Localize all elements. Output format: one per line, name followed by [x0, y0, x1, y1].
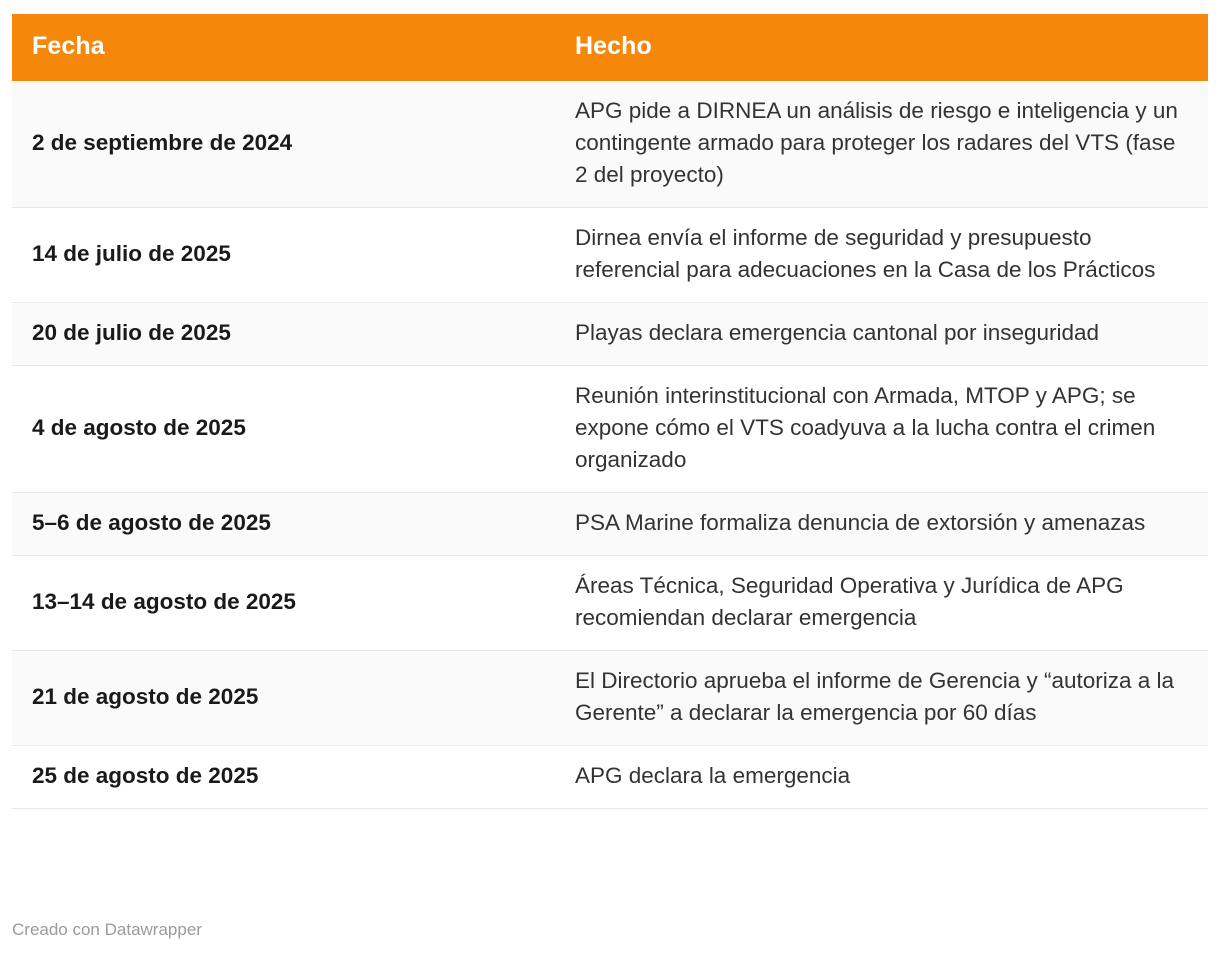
cell-fecha: 4 de agosto de 2025 — [12, 366, 555, 493]
cell-hecho: APG pide a DIRNEA un análisis de riesgo e inteligencia y un contingente armado para proteger los radares del VTS (fase 2 del proyecto) — [555, 81, 1208, 208]
column-header-fecha: Fecha — [12, 14, 555, 81]
cell-hecho: Dirnea envía el informe de seguridad y presupuesto referencial para adecuaciones en la Casa de los Prácticos — [555, 208, 1208, 303]
table-header — [12, 14, 1208, 81]
cell-hecho: Playas declara emergencia cantonal por inseguridad — [555, 303, 1208, 366]
cell-fecha: 13–14 de agosto de 2025 — [12, 556, 555, 651]
table-row — [12, 81, 1208, 208]
cell-fecha: 5–6 de agosto de 2025 — [12, 493, 555, 556]
table-body — [12, 81, 1208, 809]
cell-fecha: 2 de septiembre de 2024 — [12, 81, 555, 208]
table-row — [12, 303, 1208, 366]
cell-fecha: 20 de julio de 2025 — [12, 303, 555, 366]
table-row — [12, 746, 1208, 809]
cell-fecha: 25 de agosto de 2025 — [12, 746, 555, 809]
datawrapper-credit[interactable]: Creado con Datawrapper — [12, 920, 202, 939]
column-header-hecho: Hecho — [555, 14, 1208, 81]
cell-hecho: Reunión interinstitucional con Armada, MTOP y APG; se expone cómo el VTS coadyuva a la lucha contra el crimen organizado — [555, 366, 1208, 493]
cell-hecho: Áreas Técnica, Seguridad Operativa y Jurídica de APG recomiendan declarar emergencia — [555, 556, 1208, 651]
cell-hecho: El Directorio aprueba el informe de Gerencia y “autoriza a la Gerente” a declarar la emergencia por 60 días — [555, 651, 1208, 746]
cell-fecha: 21 de agosto de 2025 — [12, 651, 555, 746]
table-row — [12, 651, 1208, 746]
table-row — [12, 208, 1208, 303]
events-table — [12, 14, 1208, 809]
table-header-row — [12, 14, 1208, 81]
table-row — [12, 493, 1208, 556]
table-row — [12, 556, 1208, 651]
table-row — [12, 366, 1208, 493]
cell-hecho: APG declara la emergencia — [555, 746, 1208, 809]
cell-fecha: 14 de julio de 2025 — [12, 208, 555, 303]
cell-hecho: PSA Marine formaliza denuncia de extorsión y amenazas — [555, 493, 1208, 556]
